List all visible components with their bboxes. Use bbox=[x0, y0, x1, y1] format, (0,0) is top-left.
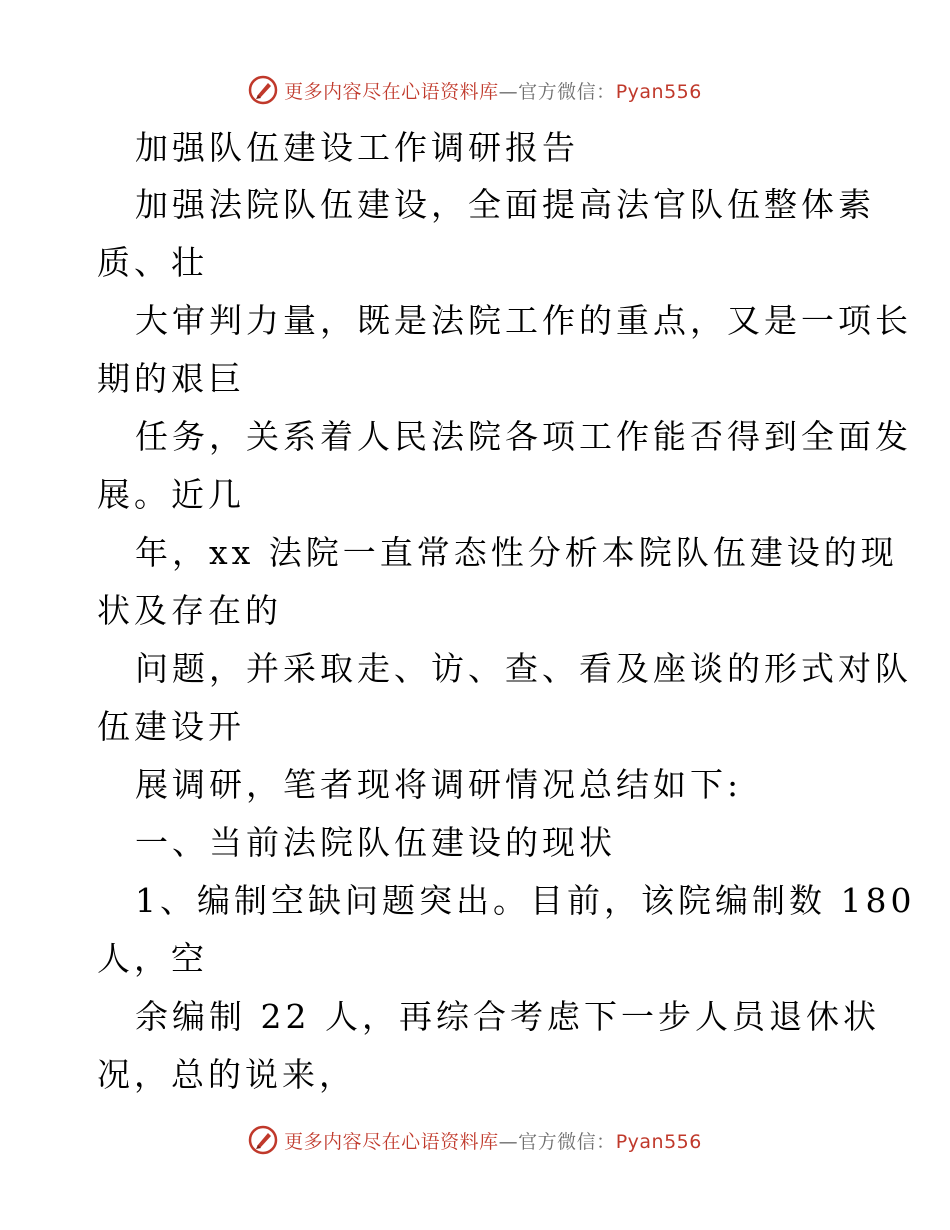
paragraph-line: 加强法院队伍建设，全面提高法官队伍整体素 bbox=[135, 185, 875, 224]
watermark-brand: 更多内容尽在心语资料库 bbox=[284, 1130, 499, 1153]
paragraph-line: 1、编制空缺问题突出。目前，该院编制数 180 bbox=[135, 881, 916, 920]
paragraph-line: 况，总的说来， bbox=[97, 1055, 356, 1094]
paragraph-line: 任务，关系着人民法院各项工作能否得到全面发 bbox=[135, 417, 912, 456]
paragraph-line: 年，xx 法院一直常态性分析本院队伍建设的现 bbox=[135, 533, 898, 572]
footer-watermark bbox=[0, 1120, 950, 1160]
paragraph-line: 质、壮 bbox=[97, 243, 208, 282]
paragraph-line: 伍建设开 bbox=[97, 707, 245, 746]
paragraph-line: 余编制 22 人，再综合考虑下一步人员退休状 bbox=[135, 997, 880, 1036]
watermark-brand: 更多内容尽在心语资料库 bbox=[284, 80, 499, 103]
paragraph-line: 展调研，笔者现将调研情况总结如下: bbox=[135, 765, 743, 804]
document-title: 加强队伍建设工作调研报告 bbox=[135, 128, 579, 167]
header-watermark bbox=[0, 70, 950, 110]
paragraph-line: 状及存在的 bbox=[97, 591, 282, 630]
pen-quill-logo-icon bbox=[248, 75, 278, 105]
paragraph-line: 人，空 bbox=[97, 939, 208, 978]
watermark-official: 官方微信： bbox=[518, 1130, 616, 1153]
watermark-wechat-id: Pyan556 bbox=[615, 1130, 702, 1153]
watermark-wechat-id: Pyan556 bbox=[615, 80, 702, 103]
watermark-text bbox=[284, 1127, 702, 1154]
paragraph-line: 期的艰巨 bbox=[97, 359, 245, 398]
pen-quill-logo-icon bbox=[248, 1125, 278, 1155]
paragraph-line: 问题，并采取走、访、查、看及座谈的形式对队 bbox=[135, 649, 912, 688]
paragraph-line: 展。近几 bbox=[97, 475, 245, 514]
paragraph-line: 大审判力量，既是法院工作的重点，又是一项长 bbox=[135, 301, 912, 340]
watermark-dash: — bbox=[498, 80, 519, 103]
watermark-dash: — bbox=[498, 1130, 519, 1153]
watermark-text bbox=[284, 77, 702, 104]
section-heading: 一、当前法院队伍建设的现状 bbox=[135, 823, 616, 862]
watermark-official: 官方微信： bbox=[518, 80, 616, 103]
